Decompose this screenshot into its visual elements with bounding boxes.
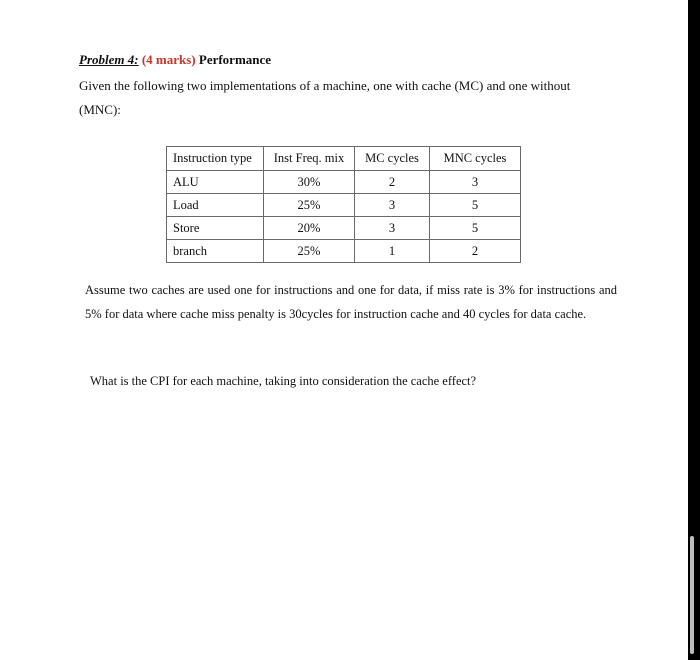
cell-instruction-type: ALU xyxy=(167,171,264,194)
cell-mc-cycles: 3 xyxy=(355,194,430,217)
cell-inst-freq: 25% xyxy=(264,194,355,217)
cell-mc-cycles: 2 xyxy=(355,171,430,194)
cell-inst-freq: 30% xyxy=(264,171,355,194)
problem-intro: Given the following two implementations of a machine, one with cache (MC) and one without (MNC): xyxy=(79,78,571,117)
cell-mnc-cycles: 2 xyxy=(430,240,521,263)
cell-inst-freq: 25% xyxy=(264,240,355,263)
header-instruction-type: Instruction type xyxy=(167,147,264,171)
header-inst-freq-mix: Inst Freq. mix xyxy=(264,147,355,171)
header-mnc-cycles: MNC cycles xyxy=(430,147,521,171)
problem-title: Performance xyxy=(198,52,272,67)
vertical-scrollbar[interactable] xyxy=(690,536,694,654)
cell-mnc-cycles: 5 xyxy=(430,194,521,217)
cell-mnc-cycles: 5 xyxy=(430,217,521,240)
cell-instruction-type: branch xyxy=(167,240,264,263)
table-row xyxy=(167,194,521,217)
cell-instruction-type: Load xyxy=(167,194,264,217)
cell-mc-cycles: 3 xyxy=(355,217,430,240)
problem-marks: (4 marks) xyxy=(141,52,196,67)
table-row xyxy=(167,217,521,240)
cell-inst-freq: 20% xyxy=(264,217,355,240)
cell-instruction-type: Store xyxy=(167,217,264,240)
header-mc-cycles: MC cycles xyxy=(355,147,430,171)
table-header-row xyxy=(167,147,521,171)
performance-table xyxy=(166,146,521,263)
cache-assumption-paragraph: Assume two caches are used one for instructions and one for data, if miss rate is 3% for instructions and 5% for data where cache miss penalty is 30cycles for instruction cache and 40 cycles for data cache. xyxy=(85,283,617,321)
table-row xyxy=(167,240,521,263)
problem-label: Problem 4: xyxy=(79,52,139,67)
cell-mc-cycles: 1 xyxy=(355,240,430,263)
cpi-question: What is the CPI for each machine, taking into consideration the cache effect? xyxy=(90,374,477,388)
table-row xyxy=(167,171,521,194)
cell-mnc-cycles: 3 xyxy=(430,171,521,194)
problem-heading xyxy=(79,52,271,68)
